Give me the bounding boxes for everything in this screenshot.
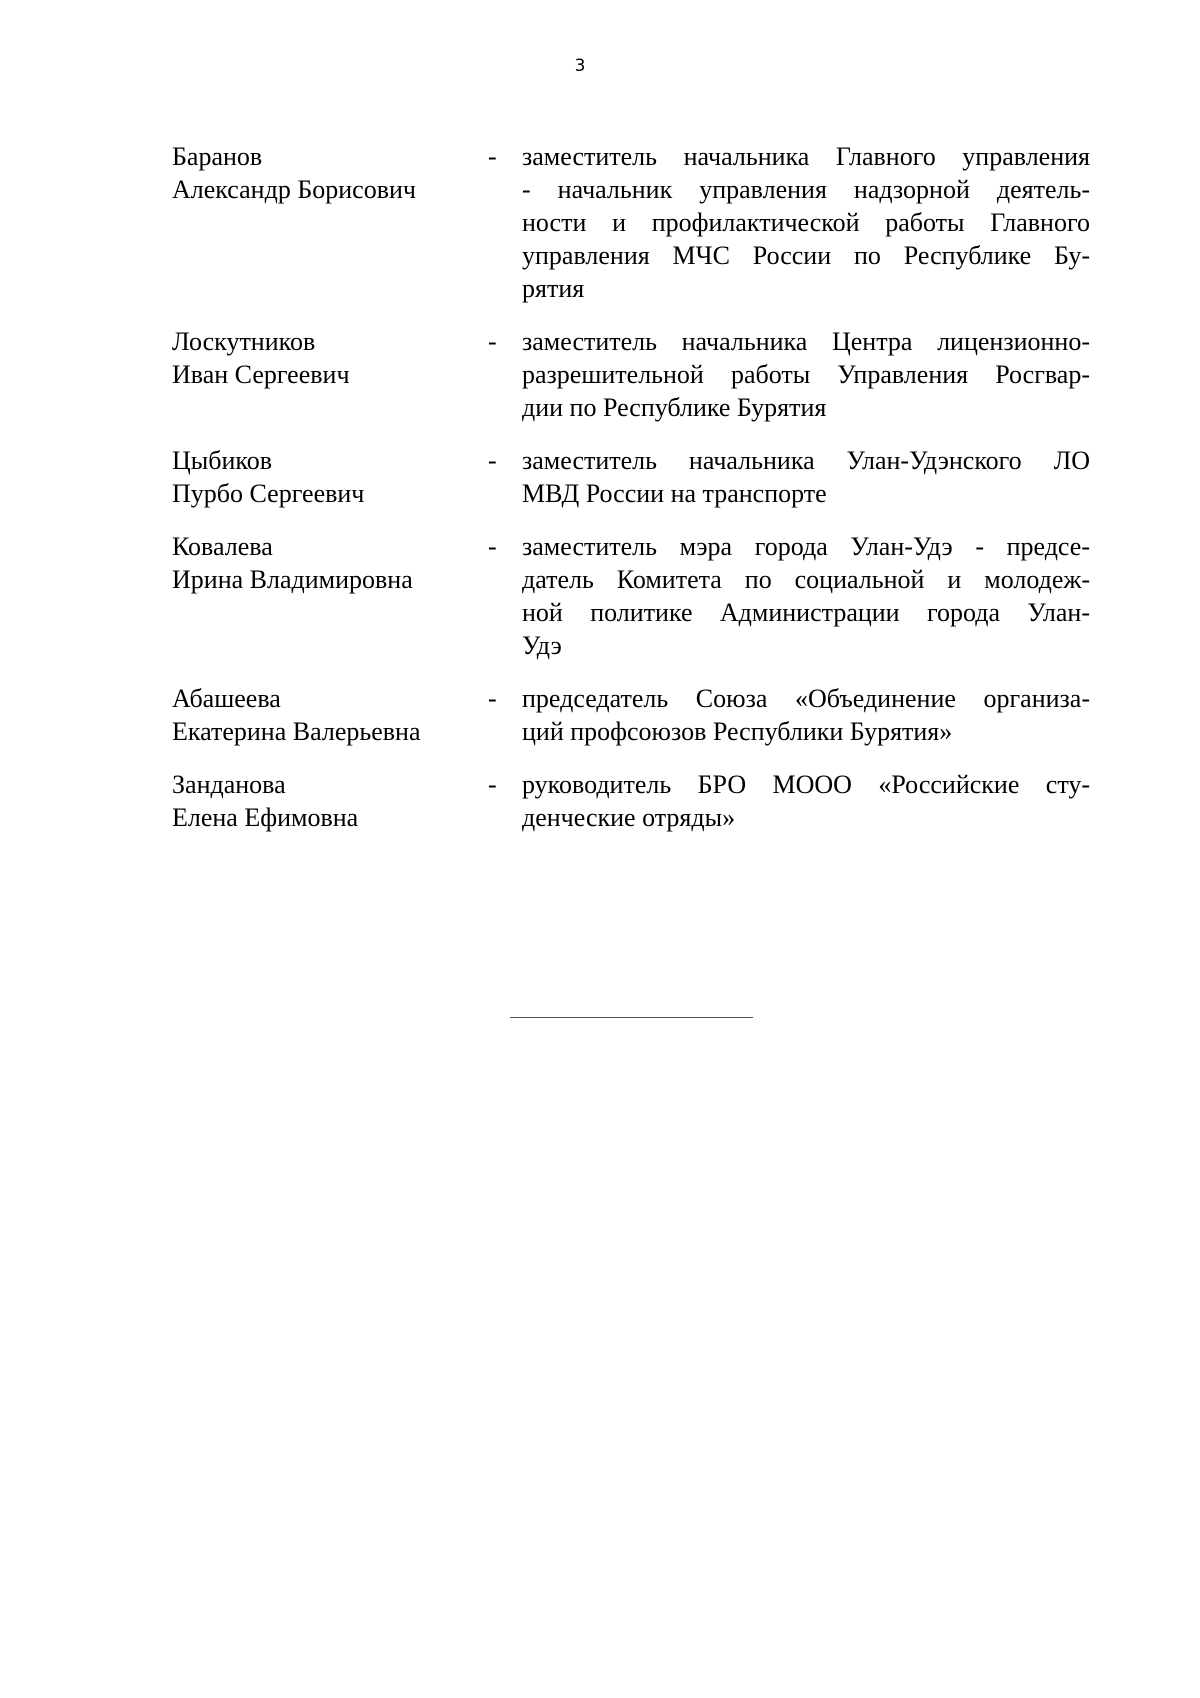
member-list (172, 140, 1090, 854)
member-position (522, 530, 1090, 662)
member-position (522, 140, 1090, 305)
position-line: разрешительной работы Управления Росгвар- (522, 360, 1090, 389)
page-number: 3 (574, 56, 586, 76)
position-line: МВД России на транспорте (522, 479, 827, 508)
position-line: руководитель БРО МООО «Российские сту- (522, 770, 1090, 799)
member-given-names: Александр Борисович (172, 175, 416, 204)
position-line: дии по Республике Бурятия (522, 393, 827, 422)
member-given-names: Ирина Владимировна (172, 565, 413, 594)
member-name (172, 140, 488, 206)
member-surname: Абашеева (172, 684, 281, 713)
end-divider-line (510, 1017, 753, 1018)
member-given-names: Иван Сергеевич (172, 360, 350, 389)
position-line: председатель Союза «Объединение организа- (522, 684, 1090, 713)
entry-dash: - (488, 532, 497, 561)
position-line: рятия (522, 274, 585, 303)
member-surname: Цыбиков (172, 446, 272, 475)
member-surname: Ковалева (172, 532, 273, 561)
position-line: - начальник управления надзорной деятель- (522, 175, 1090, 204)
position-line: ной политике Администрации города Улан- (522, 598, 1090, 627)
entry-dash: - (488, 142, 497, 171)
position-line: Удэ (522, 631, 562, 660)
member-given-names: Елена Ефимовна (172, 803, 359, 832)
entry-dash: - (488, 327, 497, 356)
entry-dash: - (488, 684, 497, 713)
position-line: датель Комитета по социальной и молодеж- (522, 565, 1090, 594)
member-entry (172, 140, 1090, 305)
member-entry (172, 325, 1090, 424)
position-line: ций профсоюзов Республики Бурятия» (522, 717, 953, 746)
member-position (522, 325, 1090, 424)
member-name (172, 444, 488, 510)
member-name (172, 682, 488, 748)
position-line: заместитель начальника Улан-Удэнского ЛО (522, 446, 1090, 475)
member-given-names: Пурбо Сергеевич (172, 479, 365, 508)
member-position (522, 444, 1090, 510)
member-entry (172, 530, 1090, 662)
member-surname: Лоскутников (172, 327, 316, 356)
member-entry (172, 768, 1090, 834)
member-surname: Баранов (172, 142, 263, 171)
member-name (172, 768, 488, 834)
position-line: денческие отряды» (522, 803, 736, 832)
position-line: заместитель начальника Главного управления (522, 142, 1090, 171)
member-position (522, 682, 1090, 748)
entry-dash: - (488, 446, 497, 475)
member-entry (172, 682, 1090, 748)
member-surname: Занданова (172, 770, 286, 799)
position-line: заместитель мэра города Улан-Удэ - предсе- (522, 532, 1090, 561)
position-line: ности и профилактической работы Главного (522, 208, 1090, 237)
member-name (172, 325, 488, 391)
position-line: заместитель начальника Центра лицензионно- (522, 327, 1090, 356)
member-given-names: Екатерина Валерьевна (172, 717, 421, 746)
member-entry (172, 444, 1090, 510)
entry-dash: - (488, 770, 497, 799)
member-name (172, 530, 488, 596)
member-position (522, 768, 1090, 834)
position-line: управления МЧС России по Республике Бу- (522, 241, 1090, 270)
